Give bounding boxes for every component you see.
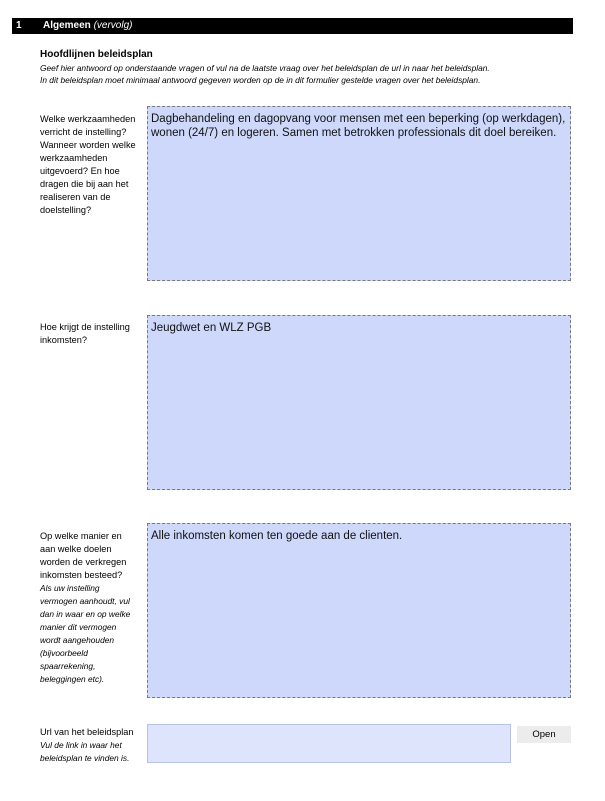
section-subtitle: (vervolg) (93, 20, 133, 31)
answer-income-field[interactable]: Jeugdwet en WLZ PGB (147, 315, 571, 490)
question-spending-text: Op welke manier en aan welke doelen worden de verkregen inkomsten besteed? (40, 531, 127, 580)
url-label: Url van het beleidsplan (40, 727, 134, 737)
open-url-button[interactable]: Open (517, 726, 571, 743)
url-hint: Vul de link in waar het beleidsplan te vinden is. (40, 740, 130, 763)
intro-line-1: Geef hier antwoord op onderstaande vragen of vul na de laatste vraag over het beleidsplan de url in naar het beleidsplan. (40, 63, 490, 73)
url-label-block (40, 726, 145, 765)
question-activities-label: Welke werkzaamheden verricht de instelling? Wanneer worden welke werkzaamheden uitgevoerd? En hoe dragen die bij aan het realiseren van de doelstelling? (40, 114, 136, 215)
section-title (43, 18, 132, 34)
page-heading: Hoofdlijnen beleidsplan (40, 49, 153, 60)
intro-text (40, 62, 580, 86)
url-input[interactable] (147, 724, 511, 763)
question-spending-label (40, 530, 136, 686)
intro-line-2: In dit beleidsplan moet minimaal antwoord gegeven worden op de in dit formulier gestelde vragen over het beleidsplan. (40, 75, 481, 85)
answer-activities-field[interactable]: Dagbehandeling en dagopvang voor mensen met een beperking (op werkdagen), wonen (24/7) en logeren. Samen met betrokken professionals dit doel bereiken. (147, 106, 571, 281)
section-title-text: Algemeen (43, 20, 91, 31)
question-spending-hint: Als uw instelling vermogen aanhoudt, vul dan in waar en op welke manier dit vermogen wordt aangehouden (bijvoorbeeld spaarrekening, beleggingen etc). (40, 583, 131, 684)
question-income-label: Hoe krijgt de instelling inkomsten? (40, 322, 130, 345)
section-number: 1 (16, 20, 22, 31)
section-header (12, 18, 573, 34)
answer-spending-field[interactable]: Alle inkomsten komen ten goede aan de clienten. (147, 523, 571, 698)
